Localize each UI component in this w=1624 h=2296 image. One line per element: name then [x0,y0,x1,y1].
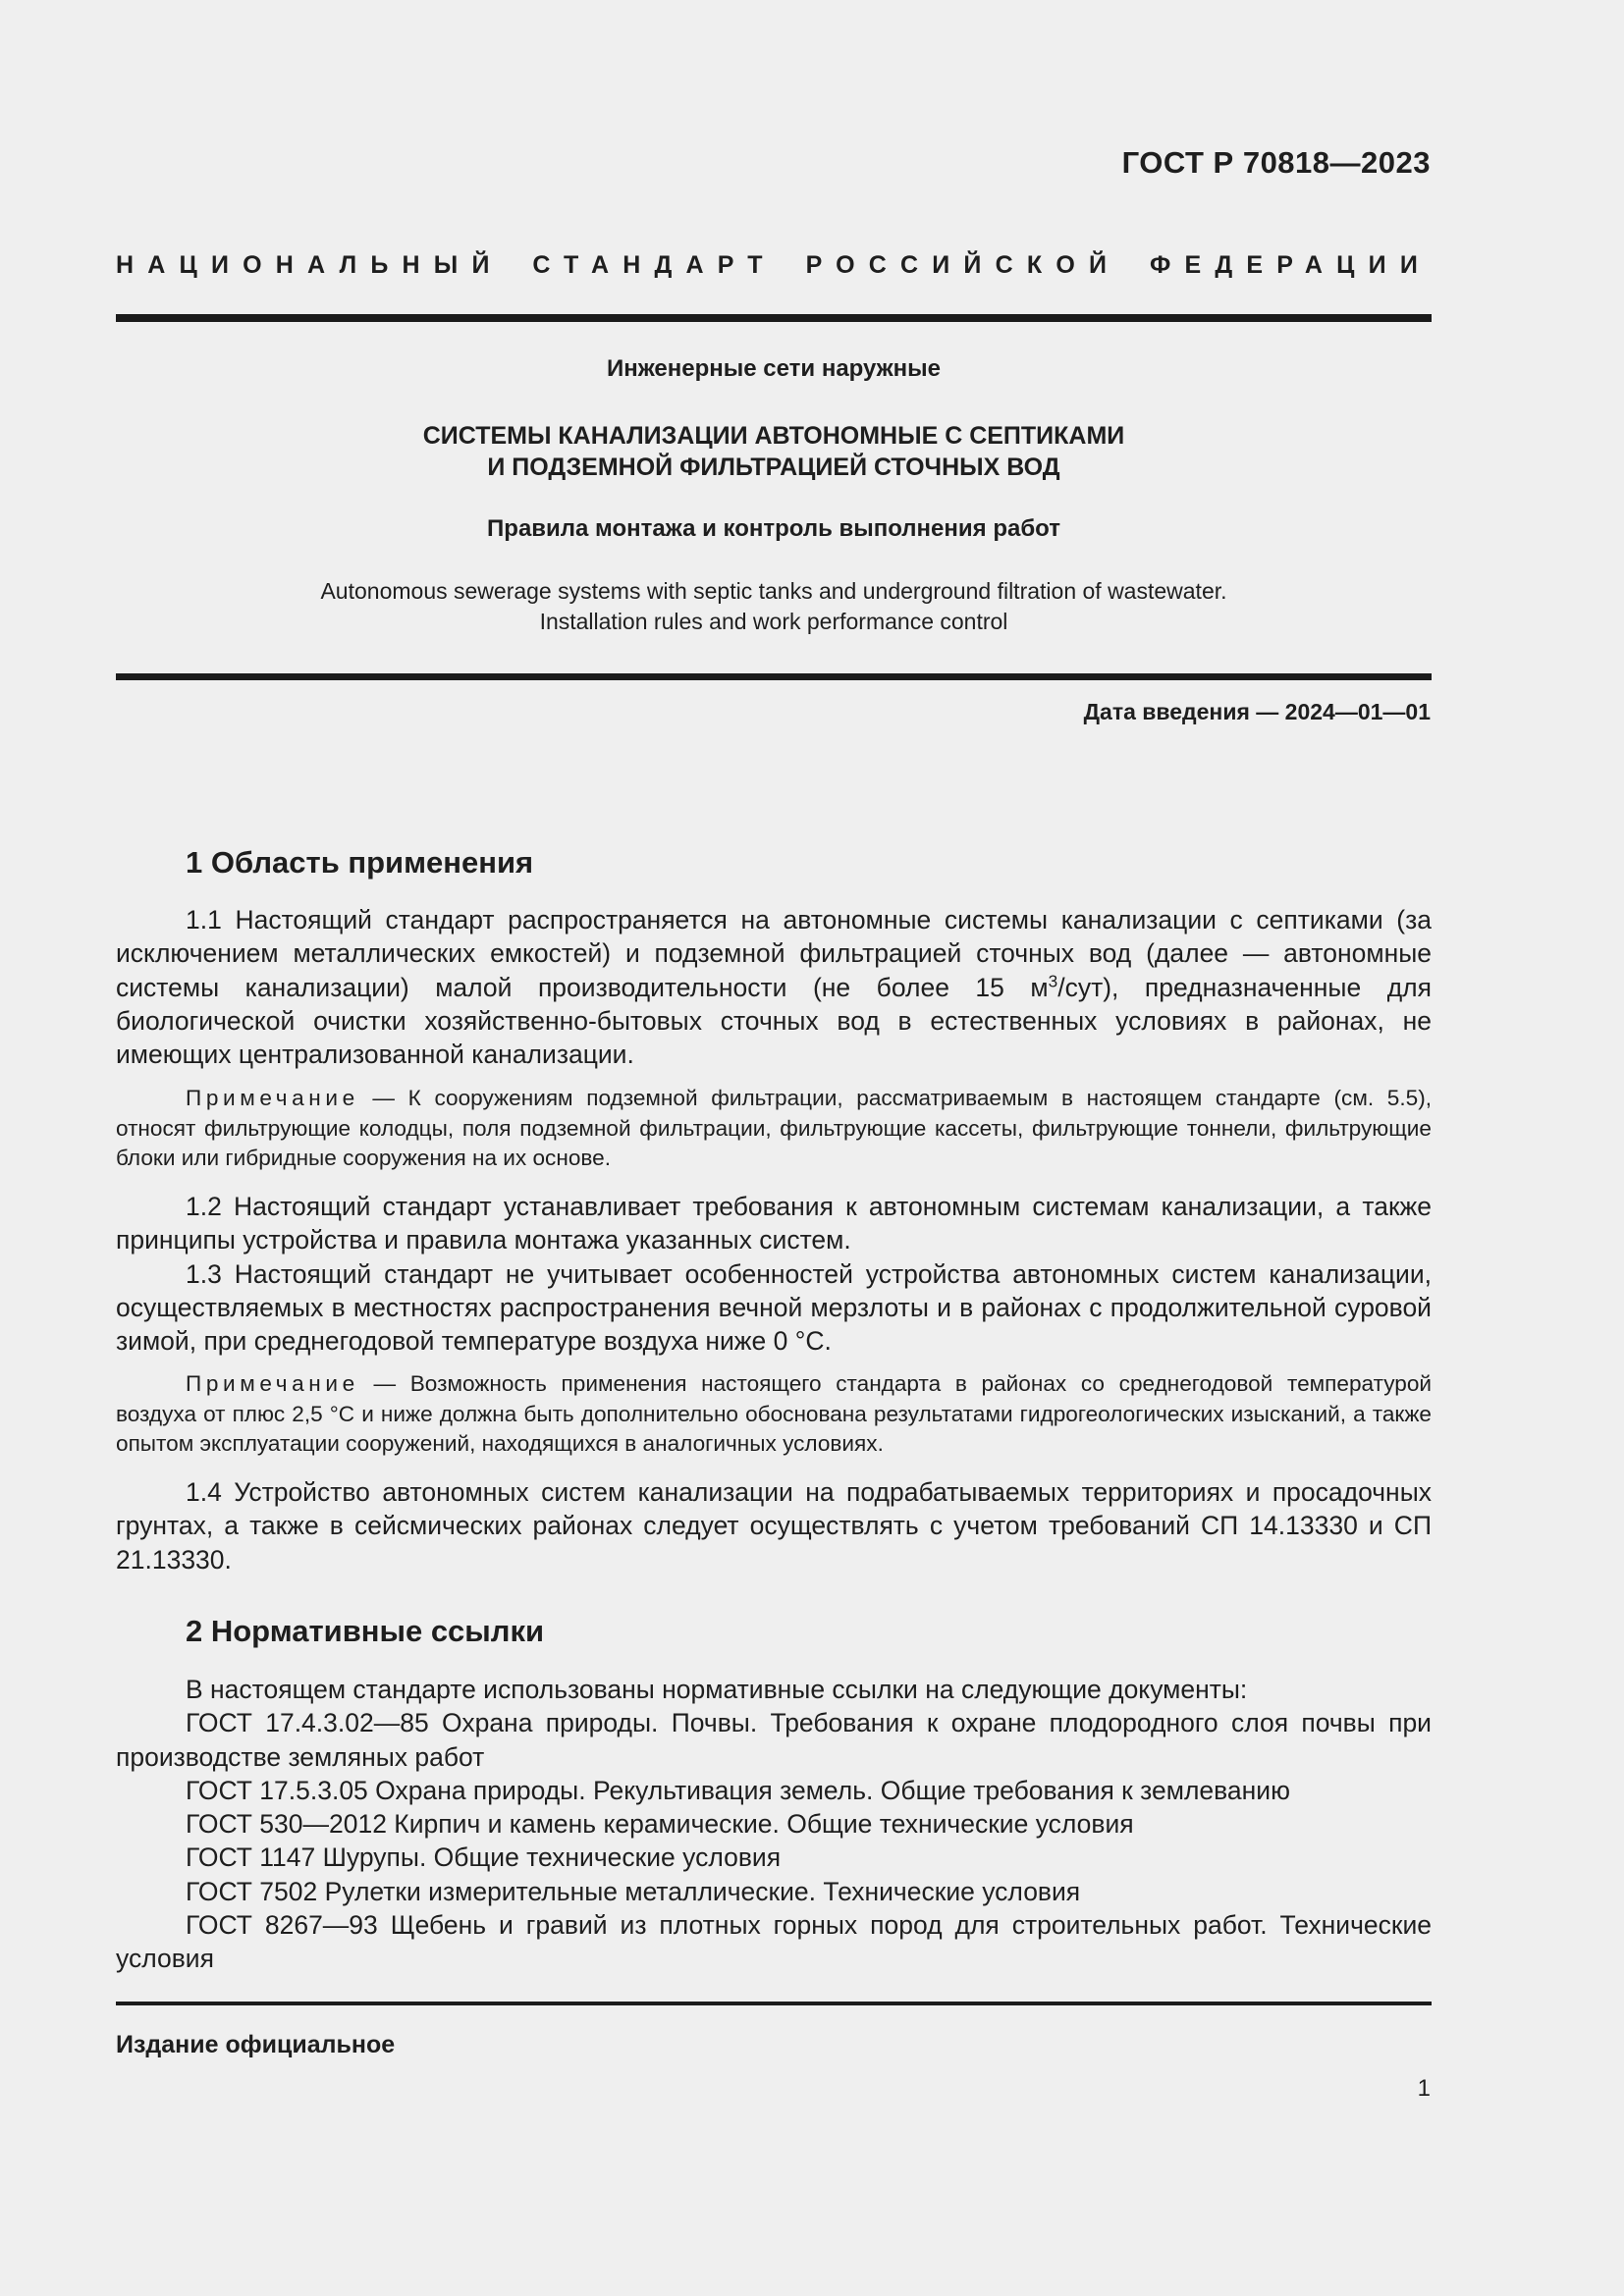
english-title-line-1: Autonomous sewerage systems with septic tanks and underground filtration of wastewater. [320,578,1227,604]
normative-references [116,1673,1432,1976]
reference-item: ГОСТ 530—2012 Кирпич и камень керамические. Общие технические условия [186,1809,1134,1840]
top-divider [116,314,1432,322]
standard-title [116,420,1432,483]
english-title [116,576,1432,637]
section-1-heading: 1 Область применения [186,845,534,880]
english-title-line-2: Installation rules and work performance control [539,609,1008,634]
official-edition-label: Издание официальное [116,2031,396,2058]
paragraph-1-1 [116,903,1432,1071]
reference-item: ГОСТ 7502 Рулетки измерительные металлические. Технические условия [186,1876,1081,1906]
reference-item: ГОСТ 1147 Шурупы. Общие технические условия [186,1842,782,1873]
paragraph-1-2: 1.2 Настоящий стандарт устанавливает требования к автономным системам канализации, а также принципы устройства и правила монтажа указанных систем. [116,1192,1432,1255]
document-number: ГОСТ Р 70818—2023 [1121,145,1431,180]
paragraph-1-4-text: 1.4 Устройство автономных систем канализации на подрабатываемых территориях и просадочных грунтах, а также в сейсмических районах следует осуществлять с учетом требований СП 14.13330 и СП 21.13330. [116,1477,1432,1575]
introduction-date: Дата введения — 2024—01—01 [1083,699,1431,724]
section-2-heading: 2 Нормативные ссылки [186,1614,545,1648]
footer-divider [116,2002,1432,2005]
cubic-superscript: 3 [1048,971,1058,991]
references-intro: В настоящем стандарте использованы нормативные ссылки на следующие документы: [186,1675,1248,1704]
note-1-text: — К сооружениям подземной фильтрации, рассматриваемым в настоящем стандарте (см. 5.5), относят фильтрующие колодцы, поля подземной фильтрации, фильтрующие кассеты, фильтрующие тоннели, фильтрующие блоки или гибридные сооружения на их основе. [116,1086,1432,1171]
note-1 [116,1084,1432,1174]
middle-divider [116,673,1432,680]
reference-item: ГОСТ 17.5.3.05 Охрана природы. Рекультивация земель. Общие требования к землеванию [186,1775,1290,1805]
reference-item: ГОСТ 8267—93 Щебень и гравий из плотных горных пород для строительных работ. Технические условия [116,1910,1432,1974]
note-2-text: — Возможность применения настоящего стандарта в районах со среднегодовой температурой воздуха от плюс 2,5 °С и ниже должна быть дополнительно обоснована результатами гидрогеологических изысканий, а также опытом эксплуатации сооружений, находящихся в аналогичных условиях. [116,1371,1432,1457]
paragraph-1-3: 1.3 Настоящий стандарт не учитывает особенностей устройства автономных систем канализации, осуществляемых в местностях распространения вечной мерзлоты и в районах с продолжительной суровой зимой, при среднегодовой температуре воздуха ниже 0 °С. [116,1258,1432,1357]
national-standard-header: НАЦИОНАЛЬНЫЙ СТАНДАРТ РОССИЙСКОЙ ФЕДЕРАЦИИ [116,251,1432,279]
paragraph-1-1-text-start: 1.1 Настоящий стандарт распространяется на автономные системы канализации с септиками (за исключением металлических емкостей) и подземной фильтрацией сточных вод (далее — автономные системы канализации) малой производительности (не более 15 м [116,905,1432,1002]
note-2-label: Примечание [186,1371,359,1396]
paragraph-1-1-text-end: /сут), предназначенные для биологической очистки хозяйственно-бытовых сточных вод в естественных условиях в районах, не имеющих централизованной канализации. [116,972,1432,1070]
paragraph-1-4 [116,1475,1432,1576]
standard-category: Инженерные сети наружные [606,355,942,382]
standard-subtitle: Правила монтажа и контроль выполнения работ [487,515,1060,542]
standard-title-line-1: СИСТЕМЫ КАНАЛИЗАЦИИ АВТОНОМНЫЕ С СЕПТИКАМИ [422,422,1125,450]
paragraphs-1-2-1-3 [116,1190,1432,1358]
standard-title-line-2: И ПОДЗЕМНОЙ ФИЛЬТРАЦИЕЙ СТОЧНЫХ ВОД [487,454,1060,481]
note-1-label: Примечание [186,1086,359,1110]
page-number: 1 [1417,2075,1431,2102]
reference-item: ГОСТ 17.4.3.02—85 Охрана природы. Почвы. Требования к охране плодородного слоя почвы при производстве земляных работ [116,1708,1432,1772]
note-2 [116,1369,1432,1460]
